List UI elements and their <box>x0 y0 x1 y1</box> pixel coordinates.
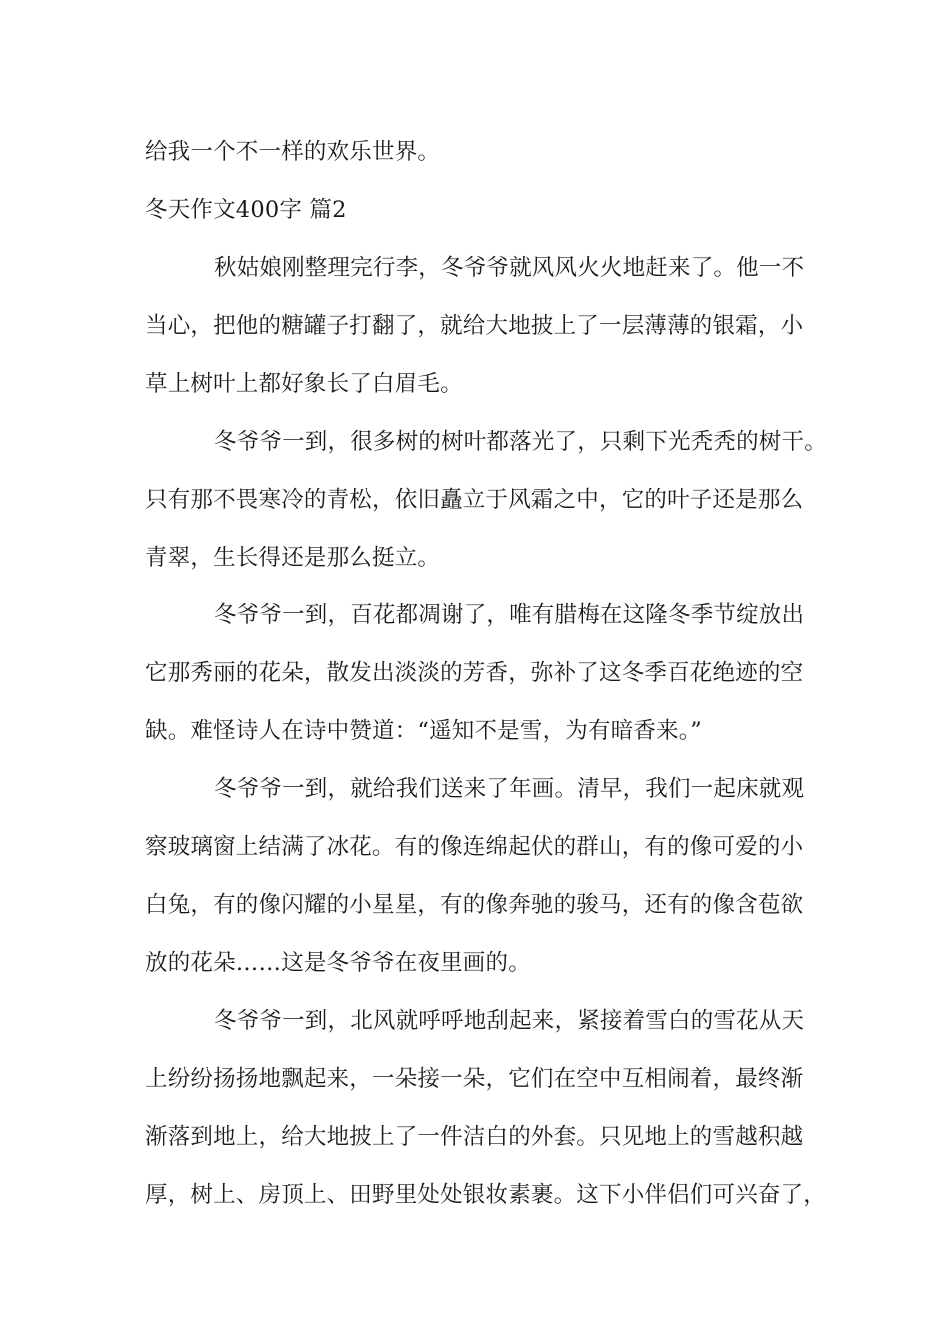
paragraph-line: 厚，树上、房顶上、田野里处处银妆素裹。这下小伴侣们可兴奋了， <box>145 1182 827 1208</box>
paragraph-line: 冬爷爷一到，很多树的树叶都落光了，只剩下光秃秃的树干。 <box>214 429 827 455</box>
paragraph-line: 只有那不畏寒冷的青松，依旧矗立于风霜之中，它的叶子还是那么 <box>145 487 804 513</box>
paragraph-line: 白兔，有的像闪耀的小星星，有的像奔驰的骏马，还有的像含苞欲 <box>145 892 804 918</box>
paragraph-line: 草上树叶上都好象长了白眉毛。 <box>145 371 463 397</box>
paragraph-line: 青翠，生长得还是那么挺立。 <box>145 545 441 571</box>
paragraph-line: 给我一个不一样的欢乐世界。 <box>145 139 441 165</box>
paragraph-line: 上纷纷扬扬地飘起来，一朵接一朵，它们在空中互相闹着，最终渐 <box>145 1066 804 1092</box>
paragraph-line: 秋姑娘刚整理完行李，冬爷爷就风风火火地赶来了。他一不 <box>214 255 805 281</box>
paragraph-line: 放的花朵……这是冬爷爷在夜里画的。 <box>145 950 531 976</box>
paragraph-line: 冬爷爷一到，百花都凋谢了，唯有腊梅在这隆冬季节绽放出 <box>214 602 805 628</box>
paragraph-line: 冬爷爷一到，北风就呼呼地刮起来，紧接着雪白的雪花从天 <box>214 1008 805 1034</box>
paragraph-line: 渐落到地上，给大地披上了一件洁白的外套。只见地上的雪越积越 <box>145 1124 804 1150</box>
paragraph-line: 冬爷爷一到，就给我们送来了年画。清早，我们一起床就观 <box>214 776 805 802</box>
paragraph-line: 当心，把他的糖罐子打翻了，就给大地披上了一层薄薄的银霜，小 <box>145 313 804 339</box>
section-heading: 冬天作文400字 篇2 <box>145 197 347 223</box>
paragraph-line: 缺。难怪诗人在诗中赞道：“遥知不是雪，为有暗香来。” <box>145 718 702 744</box>
paragraph-line: 察玻璃窗上结满了冰花。有的像连绵起伏的群山，有的像可爱的小 <box>145 834 804 860</box>
paragraph-line: 它那秀丽的花朵，散发出淡淡的芳香，弥补了这冬季百花绝迹的空 <box>145 660 804 686</box>
